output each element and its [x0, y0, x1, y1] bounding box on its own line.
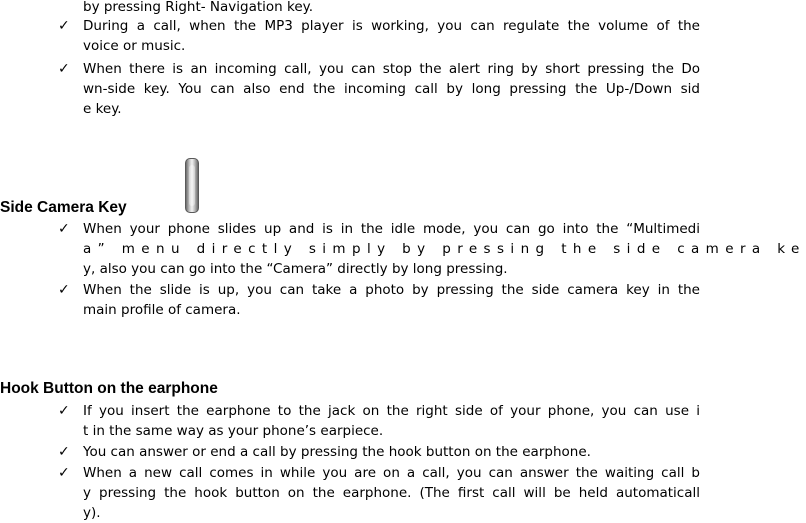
camera-item-1-line-2: a” menu directly simply by pressing the side camera ke [83, 241, 806, 257]
call-item-1-line-1: During a call, when the MP3 player is working, you can regulate the volume of the [83, 18, 700, 34]
hook-item-1-line-1: If you insert the earphone to the jack on the right side of your phone, you can use i [83, 403, 700, 419]
intro-line: by pressing Right- Navigation key. [83, 0, 314, 15]
check-bullet-icon: ✓ [58, 221, 70, 237]
check-bullet-icon: ✓ [58, 465, 70, 481]
check-bullet-icon: ✓ [58, 61, 70, 77]
check-bullet-icon: ✓ [58, 18, 70, 34]
hook-item-1-line-2: t in the same way as your phone’s earpiece. [83, 423, 384, 439]
call-item-2-line-2: wn-side key. You can also end the incoming call by long pressing the Up-/Down sid [83, 81, 700, 97]
check-bullet-icon: ✓ [58, 282, 70, 298]
camera-item-2-line-1: When the slide is up, you can take a photo by pressing the side camera key in the [83, 282, 700, 298]
call-item-2-line-3: e key. [83, 101, 122, 117]
section-heading-side-camera: Side Camera Key [0, 199, 127, 216]
call-item-2-line-1: When there is an incoming call, you can stop the alert ring by short pressing the Do [83, 61, 700, 77]
camera-item-1-line-3: y, also you can go into the “Camera” directly by long pressing. [83, 261, 508, 277]
camera-item-2-line-2: main profile of camera. [83, 302, 241, 318]
hook-item-3-line-1: When a new call comes in while you are on a call, you can answer the waiting call b [83, 465, 700, 481]
hook-item-3-line-2: y pressing the hook button on the earphone. (The first call will be held automaticall [83, 485, 700, 501]
check-bullet-icon: ✓ [58, 444, 70, 460]
section-heading-hook-button: Hook Button on the earphone [0, 380, 218, 397]
camera-item-1-line-1: When your phone slides up and is in the idle mode, you can go into the “Multimedi [83, 221, 700, 237]
hook-item-3-line-3: y). [83, 505, 101, 521]
check-bullet-icon: ✓ [58, 403, 70, 419]
hook-item-2-line-1: You can answer or end a call by pressing the hook button on the earphone. [83, 444, 591, 460]
side-camera-key-icon [185, 158, 199, 213]
call-item-1-line-2: voice or music. [83, 38, 186, 54]
